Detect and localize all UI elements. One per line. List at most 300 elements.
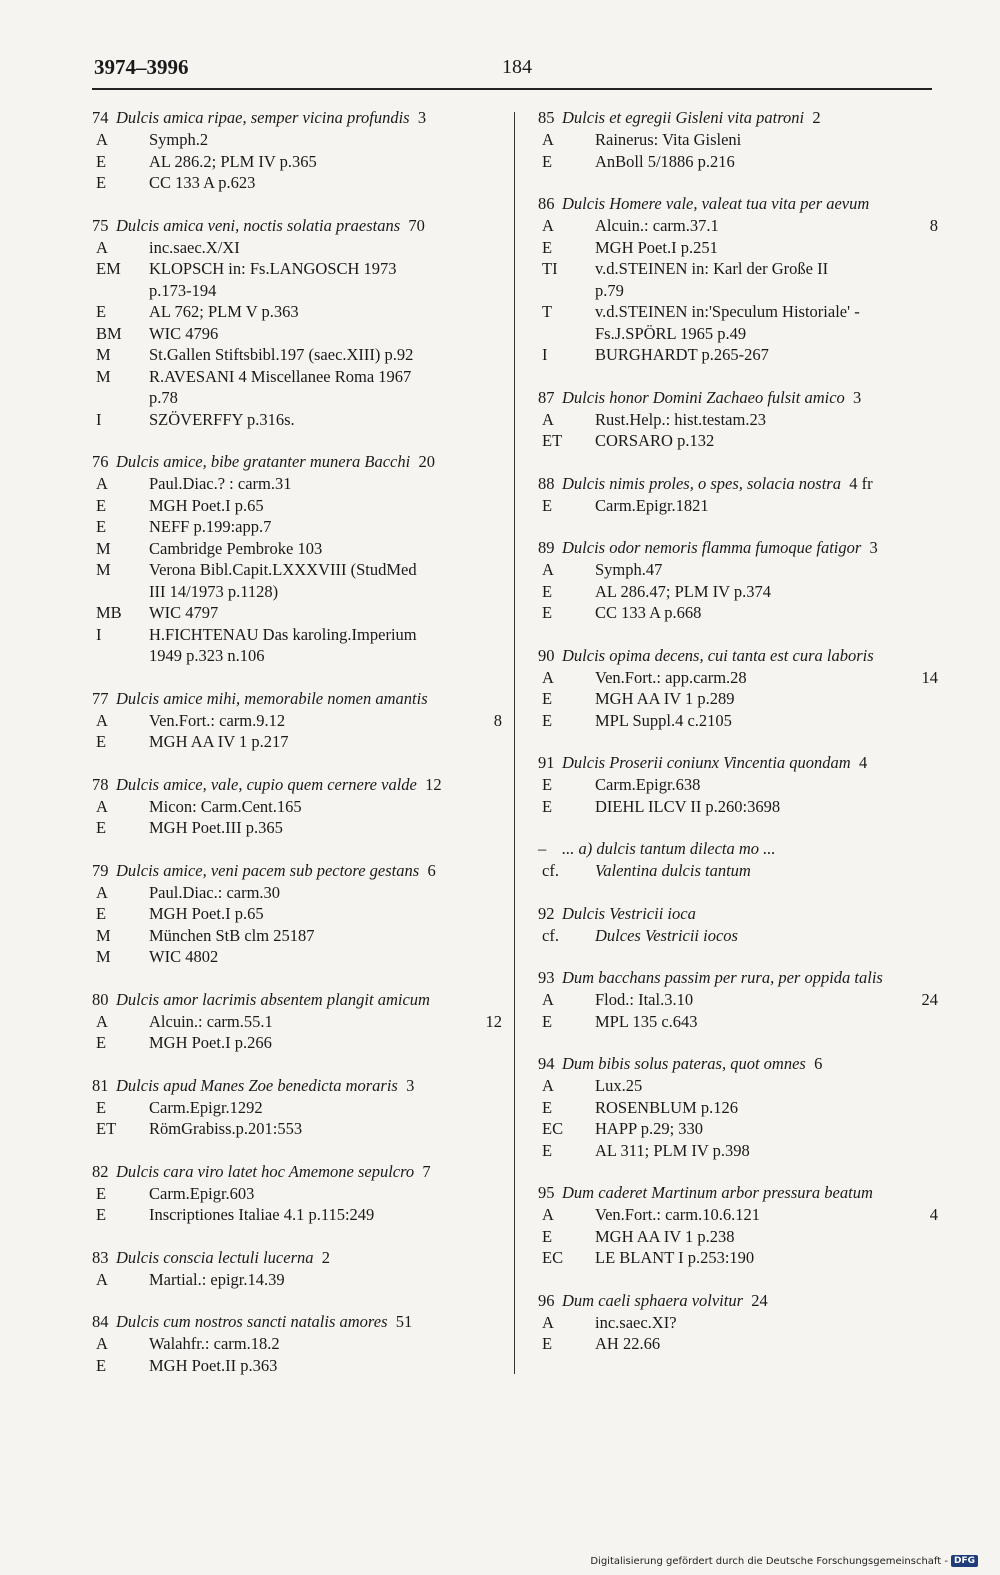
- reference-text: RömGrabiss.p.201:553: [149, 1119, 303, 1138]
- verse-count: 6: [814, 1054, 823, 1073]
- reference-continuation: p.78: [149, 388, 178, 407]
- reference-text: HAPP p.29; 330: [595, 1119, 704, 1138]
- reference-row: [538, 1097, 938, 1119]
- reference-row: [92, 1118, 502, 1140]
- incipit: Dum bacchans passim per rura, per oppida talis: [562, 968, 883, 987]
- reference-text: MGH AA IV 1 p.217: [149, 732, 289, 751]
- incipit: Dulcis amice, veni pacem sub pectore gestans: [116, 860, 420, 880]
- reference-code: E: [96, 732, 107, 751]
- reference-row: [538, 237, 938, 259]
- reference-row: [92, 495, 502, 517]
- verse-count: 3: [869, 538, 878, 557]
- reference-text: v.d.STEINEN in: Karl der Große II: [595, 259, 829, 278]
- reference-row: [92, 796, 502, 818]
- reference-text: R.AVESANI 4 Miscellanee Roma 1967: [149, 366, 412, 386]
- reference-code: E: [542, 151, 553, 171]
- reference-row: [538, 1333, 938, 1355]
- verse-count: 3: [853, 387, 862, 407]
- reference-code: M: [96, 947, 111, 966]
- reference-row: [538, 774, 938, 796]
- reference-text: v.d.STEINEN in:'Speculum Historiale' -: [595, 302, 860, 321]
- entry-heading: [538, 838, 938, 860]
- entry: [92, 107, 502, 194]
- reference-text: Alcuin.: carm.37.1: [595, 216, 719, 235]
- reference-row: [92, 903, 502, 925]
- entry: [538, 1053, 938, 1161]
- reference-row: [92, 344, 502, 366]
- reference-row: [538, 989, 938, 1011]
- reference-code: M: [96, 538, 111, 558]
- reference-code: A: [542, 1205, 554, 1224]
- verse-count: 2: [321, 1247, 330, 1267]
- reference-row: [92, 1011, 502, 1033]
- reference-row: [92, 366, 502, 388]
- reference-row: [92, 1097, 502, 1119]
- entry-number: 81: [92, 1075, 109, 1095]
- reference-row: [92, 172, 502, 194]
- reference-code: E: [96, 1097, 107, 1117]
- reference-code: M: [96, 925, 111, 945]
- reference-continuation: Fs.J.SPÖRL 1965 p.49: [595, 323, 747, 343]
- reference-code: A: [96, 237, 108, 257]
- verse-count: 8: [929, 216, 938, 235]
- reference-text: MGH Poet.I p.65: [149, 904, 264, 923]
- reference-code: A: [96, 1269, 108, 1289]
- reference-code: T: [542, 302, 553, 321]
- reference-code: A: [542, 1312, 554, 1332]
- reference-text: MGH AA IV 1 p.289: [595, 689, 735, 708]
- reference-code: I: [542, 345, 548, 364]
- reference-text: Rainerus: Vita Gisleni: [595, 130, 742, 149]
- reference-text: Carm.Epigr.1292: [149, 1097, 263, 1117]
- reference-row: [92, 817, 502, 839]
- reference-row: [92, 1183, 502, 1205]
- entry: [538, 967, 938, 1032]
- incipit: Dulcis amica veni, noctis solatia praestans: [116, 215, 401, 235]
- reference-code: EM: [96, 259, 121, 278]
- reference-code: A: [96, 796, 108, 816]
- reference-continuation: p.173-194: [149, 280, 217, 300]
- reference-text: Rust.Help.: hist.testam.23: [595, 409, 766, 429]
- incipit: Dulcis et egregii Gisleni vita patroni: [562, 108, 805, 127]
- incipit: Dum caderet Martinum arbor pressura beatum: [562, 1183, 873, 1202]
- reference-row: [538, 602, 938, 624]
- reference-row: [538, 581, 938, 603]
- reference-code: cf.: [542, 925, 559, 945]
- reference-text: H.FICHTENAU Das karoling.Imperium: [149, 624, 417, 644]
- verse-count: 6: [427, 860, 436, 880]
- reference-code: ET: [96, 1119, 117, 1138]
- reference-text: Carm.Epigr.603: [149, 1183, 255, 1203]
- reference-row: [538, 667, 938, 689]
- incipit: Dulcis amice, vale, cupio quem cernere valde: [116, 774, 417, 794]
- incipit: Dulcis Proserii coniunx Vincentia quondam: [562, 753, 851, 772]
- entry-heading: [538, 903, 938, 925]
- reference-row: [538, 1075, 938, 1097]
- reference-row: [92, 624, 502, 646]
- reference-text: WIC 4796: [149, 323, 219, 343]
- reference-code: E: [542, 1097, 553, 1117]
- reference-row: [538, 1312, 938, 1334]
- incipit: Dulcis conscia lectuli lucerna: [116, 1247, 314, 1267]
- reference-row: [538, 1140, 938, 1162]
- reference-row: [92, 323, 502, 345]
- dfg-logo: DFG: [951, 1555, 978, 1567]
- verse-count: 51: [395, 1312, 413, 1331]
- reference-code: EC: [542, 1119, 564, 1138]
- reference-code: E: [96, 151, 107, 171]
- entry-heading: [92, 774, 502, 796]
- entry-number: 87: [538, 387, 555, 407]
- reference-row: [92, 882, 502, 904]
- entry-number: 95: [538, 1183, 555, 1202]
- header-rule: [92, 88, 932, 90]
- entry: [92, 989, 502, 1054]
- incipit: Dulcis amor lacrimis absentem plangit amicum: [116, 989, 430, 1009]
- reference-text: Symph.47: [595, 560, 663, 579]
- reference-code: E: [542, 710, 553, 730]
- reference-code: TI: [542, 259, 558, 278]
- reference-text: AnBoll 5/1886 p.216: [595, 151, 735, 171]
- entry: [92, 688, 502, 753]
- column-divider: [514, 112, 515, 1374]
- reference-row: [538, 301, 938, 323]
- reference-continuation: III 14/1973 p.1128): [149, 581, 279, 601]
- reference-row: [92, 409, 502, 431]
- reference-text: ROSENBLUM p.126: [595, 1097, 739, 1117]
- reference-code: A: [96, 882, 108, 902]
- reference-row: [538, 129, 938, 151]
- entry: [538, 387, 938, 452]
- entry-number: 94: [538, 1054, 555, 1073]
- reference-row: [92, 258, 502, 280]
- entry: [92, 215, 502, 431]
- reference-code: E: [542, 495, 553, 515]
- reference-text: AL 286.2; PLM IV p.365: [149, 151, 317, 171]
- reference-text: Micon: Carm.Cent.165: [149, 796, 302, 816]
- verse-count: 3: [406, 1075, 415, 1095]
- incipit: ... a) dulcis tantum dilecta mo ...: [562, 839, 776, 858]
- reference-row: [92, 129, 502, 151]
- entry-number: 86: [538, 194, 555, 213]
- footer-text: Digitalisierung gefördert durch die Deutsche Forschungsgemeinschaft -: [590, 1555, 948, 1567]
- footer: [590, 1555, 978, 1567]
- entry-number: 88: [538, 473, 555, 493]
- entry-number: 89: [538, 538, 555, 557]
- incipit: Dum bibis solus pateras, quot omnes: [562, 1054, 806, 1073]
- reference-row: [92, 301, 502, 323]
- entry-number: 96: [538, 1290, 555, 1310]
- reference-code: M: [96, 345, 111, 364]
- reference-code: E: [542, 581, 553, 601]
- reference-text: LE BLANT I p.253:190: [595, 1248, 755, 1267]
- entry-heading: [538, 473, 938, 495]
- reference-text: Ven.Fort.: app.carm.28: [595, 667, 747, 687]
- page-number: 184: [502, 56, 532, 78]
- entry-number: –: [538, 839, 547, 858]
- entry-heading: [92, 1247, 502, 1269]
- entry-heading: [92, 107, 502, 129]
- reference-row: [538, 151, 938, 173]
- reference-row: [92, 1032, 502, 1054]
- reference-code: EC: [542, 1248, 564, 1267]
- entry: [538, 645, 938, 732]
- entry: [92, 1075, 502, 1140]
- reference-code: E: [96, 1205, 107, 1224]
- entry-heading: [92, 989, 502, 1011]
- reference-text: Carm.Epigr.1821: [595, 495, 709, 515]
- entry-number: 79: [92, 860, 109, 880]
- entry: [92, 1311, 502, 1376]
- entry: [92, 1161, 502, 1226]
- entry-number: 92: [538, 903, 555, 923]
- incipit: Dum caeli sphaera volvitur: [562, 1290, 744, 1310]
- reference-text: Martial.: epigr.14.39: [149, 1269, 285, 1289]
- reference-text: DIEHL ILCV II p.260:3698: [595, 796, 781, 816]
- reference-row: [538, 215, 938, 237]
- entry-number: 76: [92, 452, 109, 471]
- entry-heading: [538, 537, 938, 559]
- reference-code: cf.: [542, 861, 559, 880]
- entry-number: 93: [538, 968, 555, 987]
- reference-text: Valentina dulcis tantum: [595, 861, 751, 880]
- reference-row: [92, 925, 502, 947]
- reference-row: [538, 495, 938, 517]
- entry-heading: [92, 1161, 502, 1183]
- reference-text: BURGHARDT p.265-267: [595, 345, 769, 364]
- reference-text: inc.saec.XI?: [595, 1312, 677, 1332]
- entry: [538, 838, 938, 882]
- incipit: Dulcis Vestricii ioca: [562, 903, 696, 923]
- reference-text: MGH Poet.I p.65: [149, 495, 264, 515]
- entry-number: 85: [538, 108, 555, 127]
- reference-code: E: [542, 603, 553, 622]
- reference-text: Dulces Vestricii iocos: [595, 925, 738, 945]
- reference-row: [92, 731, 502, 753]
- reference-code: E: [542, 775, 553, 794]
- entry: [538, 107, 938, 172]
- reference-code: A: [96, 1334, 108, 1353]
- entry-heading: [538, 1053, 938, 1075]
- reference-row: [92, 1204, 502, 1226]
- reference-code: E: [96, 1355, 107, 1375]
- reference-code: E: [96, 1033, 107, 1052]
- reference-code: A: [542, 409, 554, 429]
- reference-code: E: [96, 904, 107, 923]
- entry-heading: [92, 451, 502, 473]
- reference-text: AH 22.66: [595, 1334, 661, 1353]
- reference-text: Lux.25: [595, 1076, 643, 1095]
- incipit: Dulcis amica ripae, semper vicina profundis: [116, 108, 410, 127]
- reference-code: A: [96, 130, 108, 149]
- reference-row: [92, 602, 502, 624]
- reference-row: [538, 258, 938, 280]
- reference-code: M: [96, 560, 111, 579]
- reference-text: SZÖVERFFY p.316s.: [149, 409, 295, 429]
- entry: [538, 473, 938, 517]
- reference-row: [92, 473, 502, 495]
- reference-text: MGH AA IV 1 p.238: [595, 1226, 735, 1246]
- reference-text: AL 311; PLM IV p.398: [595, 1140, 750, 1160]
- reference-row: [92, 516, 502, 538]
- reference-text: CC 133 A p.668: [595, 603, 702, 622]
- entry-heading: [538, 1290, 938, 1312]
- entry-number: 90: [538, 645, 555, 665]
- reference-text: Paul.Diac.? : carm.31: [149, 474, 292, 493]
- entry-number: 84: [92, 1312, 109, 1331]
- reference-text: AL 762; PLM V p.363: [149, 302, 299, 321]
- reference-code: A: [542, 216, 554, 235]
- entry-heading: [92, 1075, 502, 1097]
- reference-text: Verona Bibl.Capit.LXXXVIII (StudMed: [149, 560, 417, 579]
- reference-text: MGH Poet.I p.251: [595, 237, 718, 257]
- reference-text: St.Gallen Stiftsbibl.197 (saec.XIII) p.92: [149, 345, 414, 364]
- verse-count: 4: [858, 753, 868, 772]
- reference-code: A: [542, 990, 554, 1009]
- verse-count: 12: [485, 1011, 502, 1031]
- verse-count: 14: [921, 667, 938, 687]
- entry: [538, 537, 938, 624]
- entry-number: 77: [92, 688, 109, 708]
- reference-code: A: [542, 560, 554, 579]
- reference-row: [538, 860, 938, 882]
- reference-text: Alcuin.: carm.55.1: [149, 1011, 273, 1031]
- verse-count: 2: [812, 108, 821, 127]
- reference-code: E: [542, 1226, 553, 1246]
- reference-code: E: [96, 517, 107, 536]
- incipit: Dulcis amice mihi, memorabile nomen amantis: [116, 688, 428, 708]
- reference-text: Inscriptiones Italiae 4.1 p.115:249: [149, 1205, 375, 1224]
- entry: [538, 752, 938, 817]
- reference-text: Walahfr.: carm.18.2: [149, 1334, 280, 1353]
- incipit: Dulcis honor Domini Zachaeo fulsit amico: [562, 387, 845, 407]
- entry: [538, 1290, 938, 1355]
- reference-code: I: [96, 409, 102, 429]
- reference-text: MPL 135 c.643: [595, 1011, 698, 1031]
- reference-text: inc.saec.X/XI: [149, 237, 240, 257]
- reference-code: A: [96, 710, 108, 730]
- entry-heading: [538, 645, 938, 667]
- reference-code: M: [96, 366, 111, 386]
- entry: [538, 1182, 938, 1269]
- entry-number: 82: [92, 1161, 109, 1181]
- reference-text: Carm.Epigr.638: [595, 775, 701, 794]
- reference-code: E: [96, 1183, 107, 1203]
- reference-row: [92, 559, 502, 581]
- entry-number: 80: [92, 989, 109, 1009]
- incipit: Dulcis Homere vale, valeat tua vita per aevum: [562, 194, 870, 213]
- reference-code: MB: [96, 603, 122, 622]
- reference-row: [538, 1204, 938, 1226]
- reference-code: E: [542, 1334, 553, 1353]
- entry-number: 83: [92, 1247, 109, 1267]
- reference-row: [92, 946, 502, 968]
- entry-heading: [92, 688, 502, 710]
- entry-heading: [538, 1182, 938, 1204]
- reference-row: [538, 796, 938, 818]
- reference-row: [538, 1226, 938, 1248]
- verse-count: 20: [418, 452, 435, 471]
- entry: [92, 774, 502, 839]
- page-range-header: 3974–3996: [94, 55, 189, 79]
- reference-text: MPL Suppl.4 c.2105: [595, 710, 732, 730]
- entry-heading: [92, 860, 502, 882]
- verse-count: 24: [751, 1290, 768, 1310]
- reference-code: E: [542, 1011, 553, 1031]
- verse-count: 12: [425, 774, 442, 794]
- verse-count: 4 fr: [849, 473, 873, 493]
- reference-code: E: [96, 173, 107, 192]
- reference-code: ET: [542, 431, 563, 450]
- reference-row: [92, 1333, 502, 1355]
- verse-count: 24: [921, 990, 938, 1009]
- reference-row: [538, 1118, 938, 1140]
- reference-code: E: [542, 689, 553, 708]
- reference-row: [92, 1269, 502, 1291]
- reference-text: Ven.Fort.: carm.10.6.121: [595, 1205, 760, 1224]
- reference-code: BM: [96, 323, 122, 343]
- reference-row: [538, 688, 938, 710]
- reference-text: MGH Poet.III p.365: [149, 818, 283, 837]
- reference-text: CC 133 A p.623: [149, 173, 256, 192]
- reference-text: CORSARO p.132: [595, 431, 715, 450]
- reference-code: E: [96, 495, 107, 515]
- reference-code: I: [96, 624, 102, 644]
- reference-text: MGH Poet.II p.363: [149, 1355, 278, 1375]
- entry: [538, 193, 938, 366]
- reference-row: [538, 344, 938, 366]
- reference-row: [92, 710, 502, 732]
- reference-code: E: [542, 1140, 553, 1160]
- entry: [92, 860, 502, 968]
- reference-row: [538, 559, 938, 581]
- reference-row: [92, 538, 502, 560]
- reference-code: E: [96, 302, 107, 321]
- entry-heading: [538, 752, 938, 774]
- right-column: [538, 107, 938, 1376]
- reference-row: [92, 1355, 502, 1377]
- verse-count: 8: [493, 710, 502, 730]
- entry-heading: [538, 107, 938, 129]
- reference-row: [538, 710, 938, 732]
- reference-text: München StB clm 25187: [149, 925, 315, 945]
- reference-text: Paul.Diac.: carm.30: [149, 882, 281, 902]
- verse-count: 7: [422, 1161, 431, 1181]
- entry: [92, 1247, 502, 1291]
- reference-code: A: [542, 667, 554, 687]
- reference-text: Flod.: Ital.3.10: [595, 990, 694, 1009]
- incipit: Dulcis apud Manes Zoe benedicta moraris: [116, 1075, 398, 1095]
- reference-row: [92, 237, 502, 259]
- reference-text: Cambridge Pembroke 103: [149, 538, 323, 558]
- reference-row: [538, 409, 938, 431]
- entry-number: 75: [92, 215, 109, 235]
- left-column: [92, 107, 502, 1397]
- reference-code: E: [542, 237, 553, 257]
- reference-code: A: [96, 1011, 108, 1031]
- reference-code: A: [542, 1076, 554, 1095]
- reference-code: E: [96, 818, 107, 837]
- reference-text: Symph.2: [149, 130, 209, 149]
- reference-text: Ven.Fort.: carm.9.12: [149, 710, 286, 730]
- entry-heading: [92, 1311, 502, 1333]
- incipit: Dulcis cara viro latet hoc Amemone sepulcro: [116, 1161, 415, 1181]
- reference-code: A: [96, 474, 108, 493]
- reference-text: WIC 4797: [149, 603, 219, 622]
- reference-text: AL 286.47; PLM IV p.374: [595, 581, 772, 601]
- incipit: Dulcis opima decens, cui tanta est cura laboris: [562, 645, 874, 665]
- entry: [538, 903, 938, 947]
